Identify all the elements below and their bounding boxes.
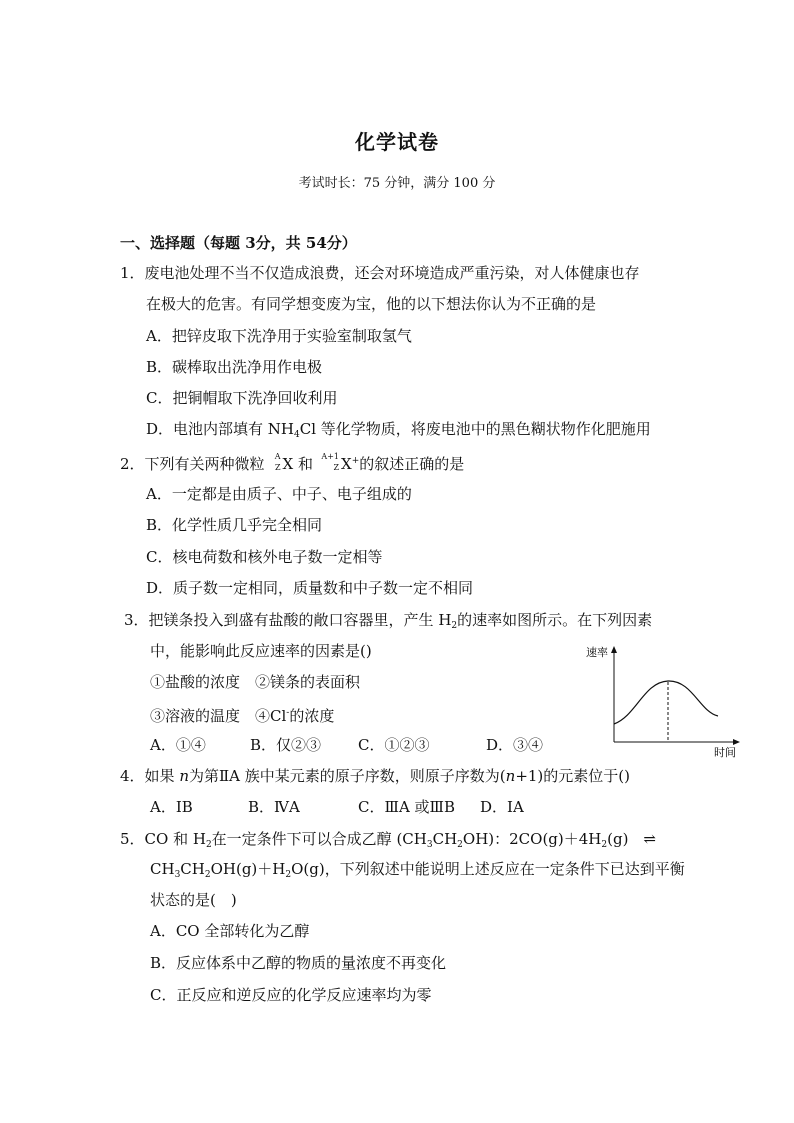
q4-option-b: B．ⅣA [248, 798, 300, 816]
q1-option-b: B．碳棒取出洗净用作电极 [146, 358, 323, 376]
page-title: 化学试卷 [355, 130, 439, 154]
q5-option-a: A．CO 全部转化为乙醇 [150, 922, 310, 940]
q2-stem: 2．下列有关两种微粒 A Z X 和 A+1 Z X+的叙述正确的是 [120, 452, 465, 473]
exam-subtitle: 考试时长：75 分钟，满分 100 分 [298, 176, 496, 191]
q1-option-c: C．把铜帽取下洗净回收利用 [146, 389, 338, 407]
q3-option-c: C．①②③ [358, 736, 430, 754]
q1-line1: 1．废电池处理不当不仅造成浪费，还会对环境造成严重污染，对人体健康也存 [120, 264, 640, 282]
q3-option-a: A．①④ [150, 736, 206, 754]
q1-line2: 在极大的危害。有同学想变废为宝，他的以下想法你认为不正确的是 [146, 295, 597, 313]
q3-factors-1: ①盐酸的浓度 ②镁条的表面积 [150, 673, 361, 691]
q3-line2: 中，能影响此反应速率的因素是() [150, 642, 372, 660]
q5-line2: $CH_3CH_2OH(g)+H_2O(g)$，下列叙述中能说明上述反应在一定条件下已达到平衡 [150, 860, 685, 880]
q4-stem: 4．如果 n为第ⅡA 族中某元素的原子序数，则原子序数为(n+1)的元素位于() [120, 767, 630, 785]
nuclide-1: A Z [274, 452, 281, 472]
q5-option-b: B．反应体系中乙醇的物质的量浓度不再变化 [150, 954, 447, 972]
q4-option-a: A．ⅠB [150, 798, 193, 816]
q3-option-d: D．③④ [486, 736, 544, 754]
q4-option-c: C．ⅢA 或ⅢB [358, 798, 456, 816]
graph-x-arrow [733, 739, 740, 745]
graph-ylabel: 速率 [586, 646, 608, 659]
q5-line1: 5．CO 和 $H_2$在一定条件下可以合成乙醇 $(CH_3CH_2OH)$：$2CO(g)+4H_2(g)$ ⇌ [120, 830, 656, 850]
q5-line3: 状态的是( ) [150, 891, 237, 909]
q2-option-c: C．核电荷数和核外电子数一定相等 [146, 548, 383, 566]
graph-xlabel: 时间 [714, 746, 736, 759]
q4-option-d: D．ⅠA [480, 798, 524, 816]
nuclide-2: A+1 Z [321, 452, 339, 472]
q3-line1: 3．把镁条投入到盛有盐酸的敞口容器里，产生 $H_2$的速率如图所示。在下列因素 [124, 611, 653, 631]
rate-curve [614, 681, 718, 724]
graph-y-arrow [611, 646, 617, 653]
q2-option-d: D．质子数一定相同，质量数和中子数一定不相同 [146, 579, 474, 597]
section-heading: 一、选择题（每题 3分，共 54分） [120, 234, 357, 252]
q1-option-d: D．电池内部填有 $NH_4Cl$ 等化学物质，将废电池中的黑色糊状物作化肥施用 [146, 420, 651, 440]
q2-option-b: B．化学性质几乎完全相同 [146, 516, 323, 534]
q3-option-b: B．仅②③ [250, 736, 322, 754]
rate-time-graph [578, 638, 742, 762]
q1-option-a: A．把锌皮取下洗净用于实验室制取氢气 [146, 327, 412, 345]
q5-option-c: C．正反应和逆反应的化学反应速率均为零 [150, 986, 432, 1004]
q3-factors-2: ③溶液的温度 ④Cl-的浓度 [150, 707, 335, 725]
q2-option-a: A．一定都是由质子、中子、电子组成的 [146, 485, 412, 503]
